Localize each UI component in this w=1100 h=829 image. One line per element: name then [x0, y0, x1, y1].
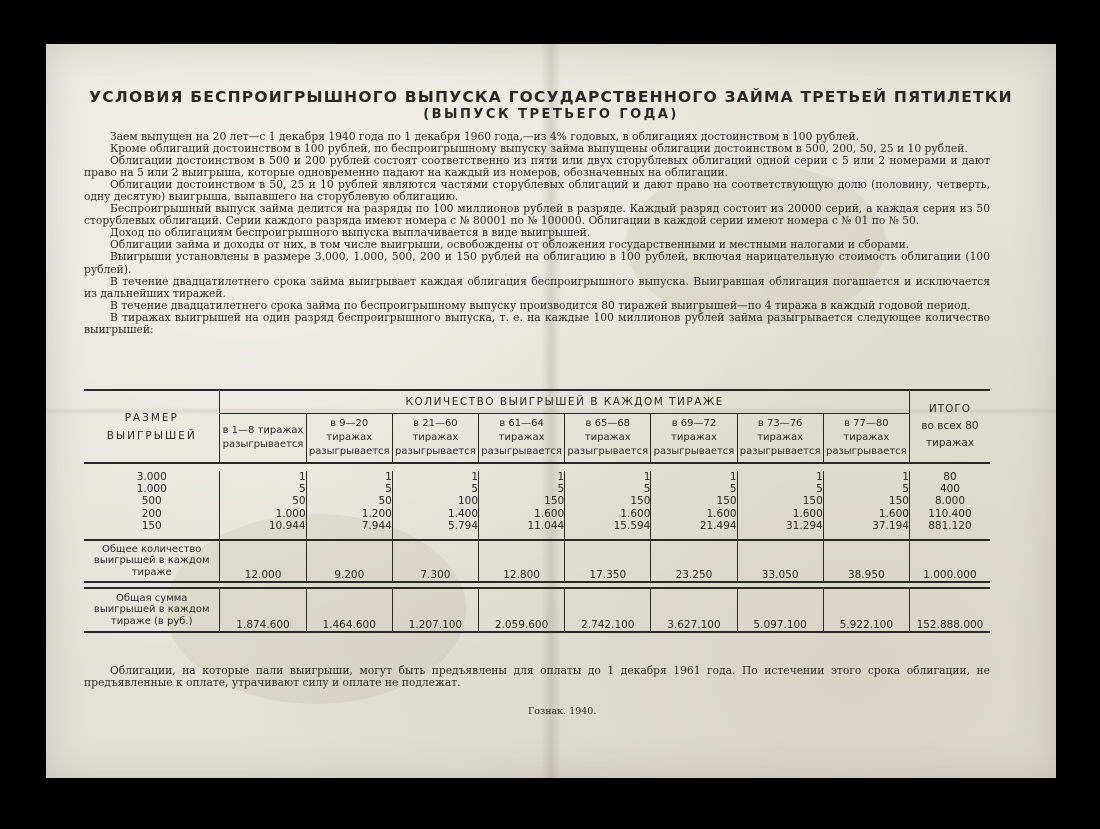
- range-header: в 73—76 тиражах разыгрывается: [737, 414, 823, 464]
- total-subheader: во всех 80 тиражах: [921, 420, 979, 449]
- prize-count-column: [479, 471, 565, 540]
- prize-count-cell: 37.194: [872, 519, 909, 532]
- prize-total-column: [909, 471, 990, 540]
- prize-count-cell: 150: [716, 495, 737, 508]
- prize-count-cell: 31.294: [786, 519, 823, 532]
- prize-count-cell: 5: [816, 483, 823, 496]
- count-cell: 33.050: [737, 540, 823, 582]
- prize-count-cell: 21.494: [699, 519, 737, 532]
- footnote-text: Облигации, на которые пали выигрыши, могут быть предъявлены для оплаты до 1 декабря 1961 года. По истечении этого срока облигации, не предъявленные к оплате, утрачивают силу и оплате не подлежат.: [84, 664, 990, 690]
- prize-total-cell: 8.000: [934, 495, 965, 508]
- prize-count-column: [823, 471, 909, 540]
- paragraph: Заем выпущен на 20 лет—с 1 декабря 1940 года по 1 декабря 1960 года,—из 4% годовых, в облигациях достоинством в 100 рублей.: [110, 130, 859, 143]
- prize-size: 500: [141, 495, 162, 508]
- prize-count-cell: 1.200: [361, 507, 392, 520]
- prize-count-cell: 5.794: [447, 519, 478, 532]
- count-cell: 12.800: [479, 540, 565, 582]
- count-cell: 12.000: [220, 540, 306, 582]
- conditions-text: [84, 131, 990, 336]
- prize-total-cell: 110.400: [928, 507, 972, 520]
- prize-count-cell: 5: [643, 483, 651, 496]
- prize-count-cell: 150: [888, 495, 909, 508]
- count-cell: 38.950: [823, 540, 909, 582]
- count-label: Общее количество выигрышей в каждом тираже: [84, 540, 220, 582]
- prize-count-cell: 5: [471, 483, 478, 496]
- prize-count-cell: 10.944: [268, 519, 306, 532]
- sum-cell: 2.059.600: [479, 588, 565, 632]
- footnote: [84, 665, 990, 689]
- sum-row: [84, 588, 990, 632]
- prize-count-cell: 1: [557, 471, 565, 483]
- prize-count-cell: 1: [471, 471, 478, 483]
- sum-label: Общая сумма выигрышей в каждом тираже (в руб.): [84, 588, 220, 632]
- paragraph: Облигации достоинством в 50, 25 и 10 рублей являются частями сторублевых облигаций и дают право на соответствующую долю (половину, четверть, одну десятую) выигрыша, выпавшего на сторублевую облигацию.: [84, 178, 990, 204]
- prize-count-cell: 5: [557, 483, 565, 496]
- count-cell: 9.200: [306, 540, 392, 582]
- range-header: в 21—60 тиражах разыгрывается: [392, 414, 478, 464]
- prize-count-column: [392, 471, 478, 540]
- prize-count-cell: 5: [385, 483, 392, 496]
- prize-count-cell: 15.594: [613, 519, 651, 532]
- prize-count-cell: 1.400: [447, 507, 478, 520]
- prize-size: 150: [141, 519, 162, 532]
- paragraph: Беспроигрышный выпуск займа делится на разряды по 100 миллионов рублей в разряде. Каждый разряд состоит из 20000 серий, а каждая серия из 50 сторублевых облигаций. Серии каждого разряда имеют номера с № 80001 по № 100000. Облигации в каждой серии имеют номера с № 01 по № 50.: [84, 202, 990, 228]
- range-header: в 9—20 тиражах разыгрывается: [306, 414, 392, 464]
- prize-count-cell: 1: [816, 471, 823, 483]
- prize-count-column: [220, 471, 306, 540]
- paragraph: Выигрыши установлены в размере 3.000, 1.000, 500, 200 и 150 рублей на облигацию в 100 рублей, включая нарицательную стоимость облигации (100 рублей).: [84, 250, 990, 276]
- range-header: в 77—80 тиражах разыгрывается: [823, 414, 909, 464]
- prize-count-cell: 11.044: [527, 519, 565, 532]
- prize-count-cell: 1: [298, 471, 306, 483]
- prize-values-row: [84, 471, 990, 540]
- prize-count-cell: 150: [630, 495, 651, 508]
- prize-count-column: [651, 471, 737, 540]
- sum-cell: 1.207.100: [392, 588, 478, 632]
- count-row: [84, 540, 990, 582]
- prize-total-cell: 400: [939, 483, 960, 496]
- prize-count-cell: 1: [729, 471, 737, 483]
- total-header-label: ИТОГО: [928, 403, 972, 415]
- prize-size-column: [84, 471, 220, 540]
- paragraph: Кроме облигаций достоинством в 100 рублей, по беспроигрышному выпуску займа выпущены облигации достоинством в 500, 200, 50, 25 и 10 рублей.: [110, 142, 968, 156]
- prize-table: [84, 389, 990, 633]
- prize-total-cell: 80: [943, 471, 957, 483]
- prize-size: 3.000: [136, 471, 167, 483]
- range-header: в 61—64 тиражах разыгрывается: [479, 414, 565, 464]
- range-header-row: [84, 414, 990, 464]
- sum-cell: 3.627.100: [651, 588, 737, 632]
- prize-count-cell: 7.944: [361, 519, 392, 532]
- size-header: РАЗМЕР ВЫИГРЫШЕЙ: [84, 390, 220, 463]
- prize-count-cell: 5: [729, 483, 737, 496]
- prize-count-cell: 1.600: [706, 507, 737, 520]
- prize-count-cell: 5: [298, 483, 306, 496]
- prize-count-cell: 1: [385, 471, 392, 483]
- prize-count-cell: 150: [544, 495, 565, 508]
- prize-count-cell: 50: [292, 495, 306, 508]
- document-title: УСЛОВИЯ БЕСПРОИГРЫШНОГО ВЫПУСКА ГОСУДАРСТВЕННОГО ЗАЙМА ТРЕТЬЕЙ ПЯТИЛЕТКИ: [89, 88, 1013, 106]
- prize-count-column: [737, 471, 823, 540]
- count-cell: 17.350: [565, 540, 651, 582]
- prize-count-cell: 1: [902, 471, 909, 483]
- paragraph: В течение двадцатилетнего срока займа выигрывает каждая облигация беспроигрышного выпуска. Выигравшая облигация погашается и исключается из дальнейших тиражей.: [84, 274, 990, 300]
- paragraph: Облигации займа и доходы от них, в том числе выигрыши, освобождены от обложения государственными и местными налогами и сборами.: [110, 238, 910, 252]
- range-header: в 65—68 тиражах разыгрывается: [565, 414, 651, 464]
- prize-size: 200: [141, 507, 162, 520]
- prize-count-cell: 1.000: [275, 507, 306, 520]
- sum-cell: 2.742.100: [565, 588, 651, 632]
- prize-count-column: [306, 471, 392, 540]
- prize-count-cell: 1.600: [620, 507, 651, 520]
- separator-row: [84, 463, 990, 471]
- range-header: в 1—8 тиражах разыгрывается: [220, 414, 306, 464]
- sum-cell: 5.922.100: [823, 588, 909, 632]
- prize-count-cell: 1.600: [878, 507, 909, 520]
- count-cell: 7.300: [392, 540, 478, 582]
- paragraph: В тиражах выигрышей на один разряд беспроигрышного выпуска, т. е. на каждые 100 миллионов рублей займа разыгрывается следующее количество выигрышей:: [84, 310, 990, 336]
- prize-count-cell: 1: [643, 471, 651, 483]
- sum-cell: 1.464.600: [306, 588, 392, 632]
- prize-total-cell: 881.120: [928, 519, 972, 532]
- group-header: КОЛИЧЕСТВО ВЫИГРЫШЕЙ В КАЖДОМ ТИРАЖЕ: [220, 390, 910, 414]
- prize-count-column: [565, 471, 651, 540]
- printer-label: Гознак. 1940.: [528, 706, 597, 717]
- prize-count-cell: 50: [378, 495, 392, 508]
- paragraph: Облигации достоинством в 500 и 200 рублей состоят соответственно из пяти или двух сторублевых облигаций одной серии с 5 или 2 номерами и дают право на 5 или 2 выигрыша, которые одновременно падают на каждый из номеров, обозначенных на облигации.: [84, 154, 990, 180]
- sum-cell: 1.874.600: [220, 588, 306, 632]
- sum-cell: 5.097.100: [737, 588, 823, 632]
- total-header: [909, 390, 990, 463]
- sum-total: 152.888.000: [909, 588, 990, 632]
- count-total: 1.000.000: [909, 540, 990, 582]
- prize-count-cell: 5: [902, 483, 909, 496]
- prize-size: 1.000: [136, 483, 167, 496]
- prize-count-cell: 100: [457, 495, 478, 508]
- paragraph: Доход по облигациям беспроигрышного выпуска выплачивается в виде выигрышей.: [110, 226, 591, 240]
- paragraph: В течение двадцатилетнего срока займа по беспроигрышному выпуску производится 80 тиражей выигрышей—по 4 тиража в каждый годовой период.: [110, 298, 971, 312]
- prize-count-cell: 1.600: [534, 507, 565, 520]
- document-subtitle: (ВЫПУСК ТРЕТЬЕГО ГОДА): [423, 107, 679, 122]
- range-header: в 69—72 тиражах разыгрывается: [651, 414, 737, 464]
- prize-count-cell: 1.600: [792, 507, 823, 520]
- prize-count-cell: 150: [802, 495, 823, 508]
- count-cell: 23.250: [651, 540, 737, 582]
- table-header-row: [84, 390, 990, 414]
